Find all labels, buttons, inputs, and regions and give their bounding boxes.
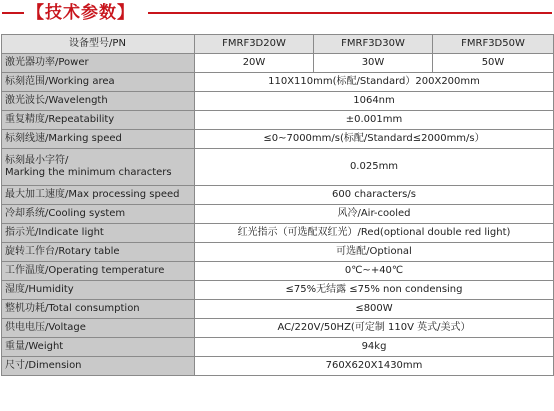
spec-value: AC/220V/50HZ(可定制 110V 英式/美式）: [195, 319, 554, 338]
power-cell: 50W: [433, 54, 554, 73]
model-cell: FMRF3D30W: [314, 35, 433, 54]
model-cell: FMRF3D50W: [433, 35, 554, 54]
spec-label: 标刻线速/Marking speed: [2, 130, 195, 149]
spec-value: 110X110mm(标配/Standard）200X200mm: [195, 73, 554, 92]
spec-value: 94kg: [195, 338, 554, 357]
spec-value: 760X620X1430mm: [195, 357, 554, 376]
table-row: [2, 262, 554, 281]
spec-label-line1: 标刻最小字符/: [5, 155, 69, 166]
table-row: [2, 73, 554, 92]
spec-label: 湿度/Humidity: [2, 281, 195, 300]
power-cell: 30W: [314, 54, 433, 73]
spec-label: 重复精度/Repeatability: [2, 111, 195, 130]
model-label: 设备型号/PN: [2, 35, 195, 54]
spec-value: 可选配/Optional: [195, 243, 554, 262]
table-row: [2, 186, 554, 205]
table-row: [2, 338, 554, 357]
table-row: [2, 224, 554, 243]
table-row: [2, 300, 554, 319]
spec-label: 整机功耗/Total consumption: [2, 300, 195, 319]
spec-label: 冷却系统/Cooling system: [2, 205, 195, 224]
spec-label: 工作温度/Operating temperature: [2, 262, 195, 281]
power-label: 激光器功率/Power: [2, 54, 195, 73]
spec-value: ±0.001mm: [195, 111, 554, 130]
table-row: [2, 243, 554, 262]
spec-label: 尺寸/Dimension: [2, 357, 195, 376]
model-cell: FMRF3D20W: [195, 35, 314, 54]
table-row: [2, 149, 554, 186]
spec-label: 供电电压/Voltage: [2, 319, 195, 338]
spec-value: ≤800W: [195, 300, 554, 319]
spec-label: 指示光/Indicate light: [2, 224, 195, 243]
spec-value: ≤0~7000mm/s(标配/Standard≤2000mm/s）: [195, 130, 554, 149]
table-row-power: [2, 54, 554, 73]
section-header: [0, 0, 554, 28]
table-row: [2, 111, 554, 130]
spec-label: 激光波长/Wavelength: [2, 92, 195, 111]
header-rule-left: [2, 12, 24, 14]
table-row: [2, 281, 554, 300]
table-row-model: [2, 35, 554, 54]
power-cell: 20W: [195, 54, 314, 73]
spec-value: 600 characters/s: [195, 186, 554, 205]
section-title: 【技术参数】: [27, 3, 135, 23]
spec-value: 0℃~+40℃: [195, 262, 554, 281]
spec-value: 风冷/Air-cooled: [195, 205, 554, 224]
spec-label: [2, 149, 195, 186]
spec-label: 标刻范围/Working area: [2, 73, 195, 92]
spec-label: 最大加工速度/Max processing speed: [2, 186, 195, 205]
spec-value: ≤75%无结露 ≤75% non condensing: [195, 281, 554, 300]
spec-table: [1, 34, 554, 376]
table-row: [2, 130, 554, 149]
table-row: [2, 205, 554, 224]
table-row: [2, 92, 554, 111]
spec-value: 1064nm: [195, 92, 554, 111]
spec-value: 0.025mm: [195, 149, 554, 186]
table-row: [2, 357, 554, 376]
spec-value: 红光指示（可选配双红光）/Red(optional double red light): [195, 224, 554, 243]
spec-label: 旋转工作台/Rotary table: [2, 243, 195, 262]
spec-label-line2: Marking the minimum characters: [5, 167, 172, 178]
header-rule-right: [148, 12, 552, 14]
spec-label: 重量/Weight: [2, 338, 195, 357]
table-row: [2, 319, 554, 338]
